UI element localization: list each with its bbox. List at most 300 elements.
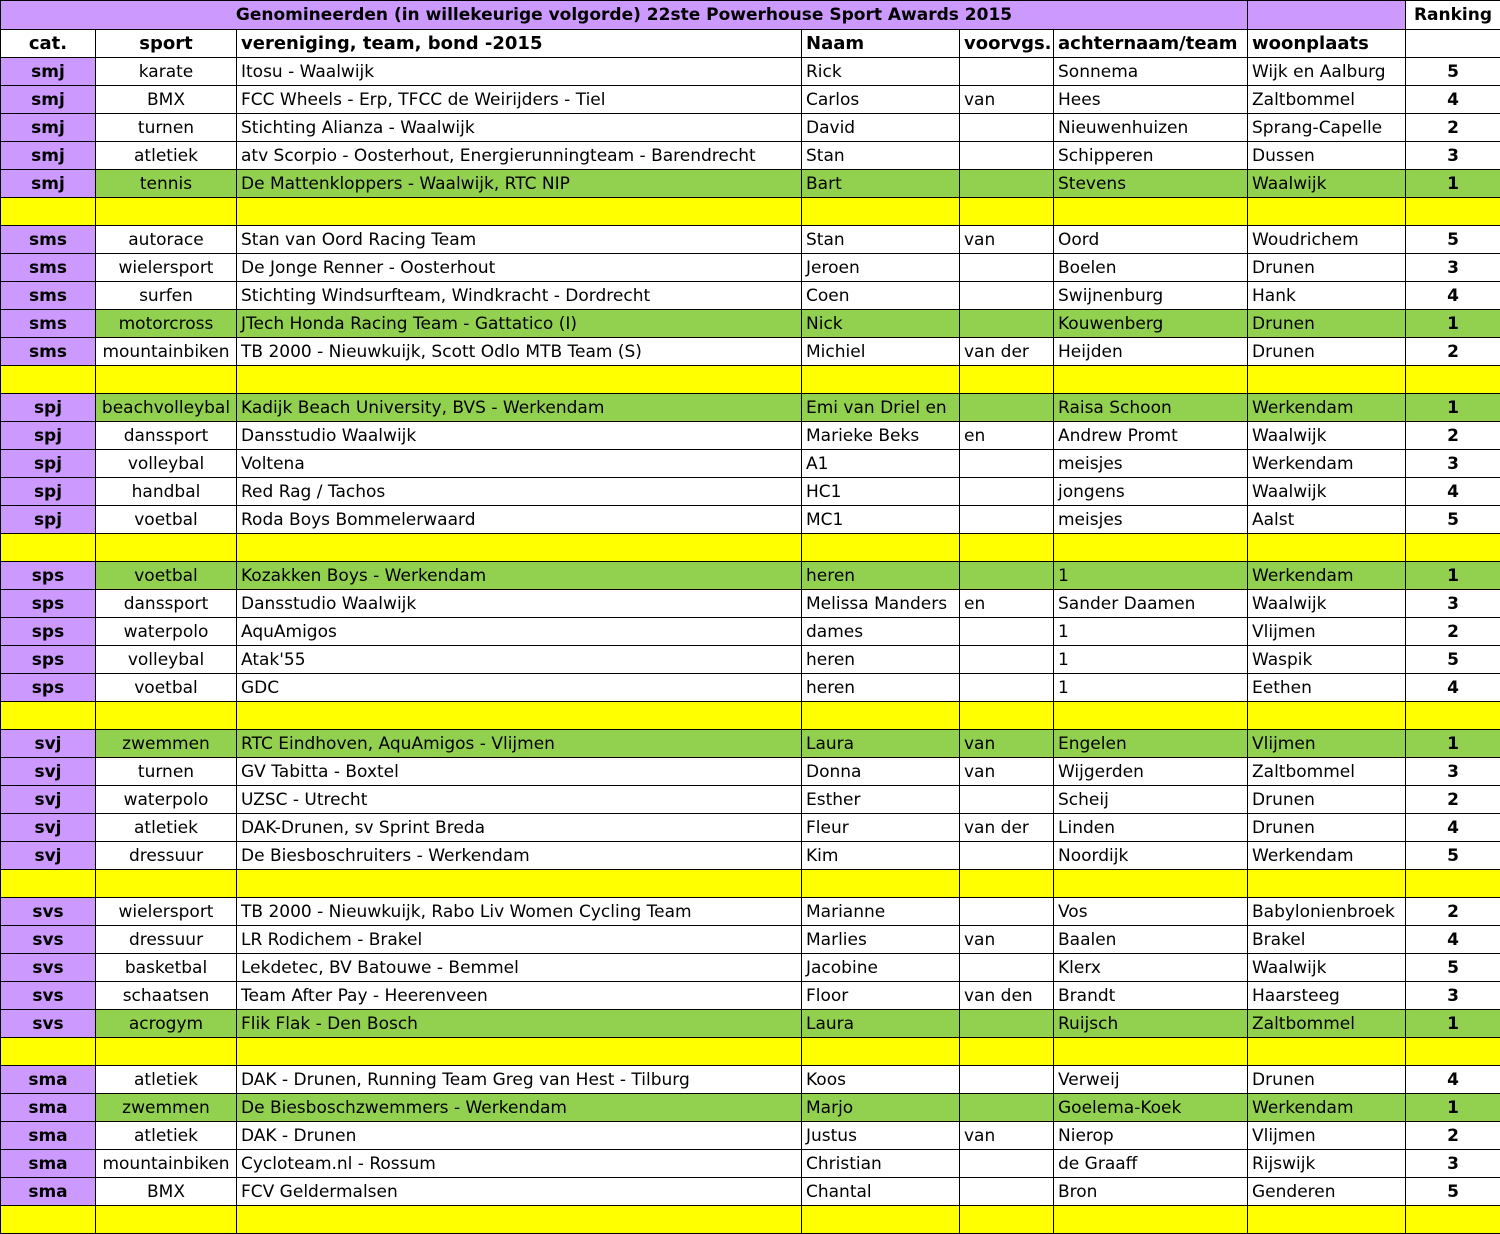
cell-ranking: 1 [1406, 562, 1500, 590]
cell-name: Christian [802, 1150, 960, 1178]
cell-name: Laura [802, 1010, 960, 1038]
spacer-cell [1054, 870, 1248, 898]
cell-category: sma [1, 1094, 96, 1122]
spacer-cell [1054, 702, 1248, 730]
spacer-cell [1248, 198, 1406, 226]
cell-sport: danssport [96, 590, 237, 618]
cell-club: Red Rag / Tachos [237, 478, 802, 506]
header-cat: cat. [1, 30, 96, 58]
cell-sport: waterpolo [96, 786, 237, 814]
cell-surname: 1 [1054, 674, 1248, 702]
cell-surname: 1 [1054, 646, 1248, 674]
spacer-cell [1248, 1038, 1406, 1066]
spacer-cell [96, 1038, 237, 1066]
cell-prefix: van den [960, 982, 1054, 1010]
cell-club: Team After Pay - Heerenveen [237, 982, 802, 1010]
spacer-cell [1248, 870, 1406, 898]
cell-surname: meisjes [1054, 506, 1248, 534]
cell-club: Roda Boys Bommelerwaard [237, 506, 802, 534]
cell-name: MC1 [802, 506, 960, 534]
table-row [1, 954, 1500, 982]
cell-city: Waalwijk [1248, 590, 1406, 618]
cell-city: Aalst [1248, 506, 1406, 534]
cell-sport: voetbal [96, 562, 237, 590]
cell-surname: Baalen [1054, 926, 1248, 954]
cell-club: Lekdetec, BV Batouwe - Bemmel [237, 954, 802, 982]
cell-category: sma [1, 1122, 96, 1150]
spacer-cell [960, 534, 1054, 562]
cell-ranking: 4 [1406, 1066, 1500, 1094]
cell-club: Kozakken Boys - Werkendam [237, 562, 802, 590]
cell-surname: Swijnenburg [1054, 282, 1248, 310]
cell-category: svj [1, 730, 96, 758]
table-row [1, 142, 1500, 170]
cell-city: Waalwijk [1248, 478, 1406, 506]
cell-ranking: 5 [1406, 1178, 1500, 1206]
cell-city: Zaltbommel [1248, 1010, 1406, 1038]
cell-category: svj [1, 786, 96, 814]
spacer-cell [802, 1038, 960, 1066]
cell-city: Haarsteeg [1248, 982, 1406, 1010]
cell-club: Stan van Oord Racing Team [237, 226, 802, 254]
table-row [1, 86, 1500, 114]
cell-city: Woudrichem [1248, 226, 1406, 254]
cell-sport: mountainbiken [96, 338, 237, 366]
cell-sport: tennis [96, 170, 237, 198]
spacer-cell [1, 534, 96, 562]
spacer-cell [960, 366, 1054, 394]
cell-city: Hank [1248, 282, 1406, 310]
cell-category: svs [1, 954, 96, 982]
cell-ranking: 2 [1406, 786, 1500, 814]
cell-ranking: 5 [1406, 842, 1500, 870]
table-row [1, 674, 1500, 702]
cell-club: FCC Wheels - Erp, TFCC de Weirijders - Tiel [237, 86, 802, 114]
table-row [1, 618, 1500, 646]
cell-prefix [960, 786, 1054, 814]
table-row-winner [1, 394, 1500, 422]
table-row [1, 1178, 1500, 1206]
cell-name: Marianne [802, 898, 960, 926]
header-prefix: voorvgs. [960, 30, 1054, 58]
cell-prefix [960, 310, 1054, 338]
cell-club: Atak'55 [237, 646, 802, 674]
spacer-cell [1406, 1206, 1500, 1234]
spacer-row [1, 702, 1500, 730]
cell-surname: Sander Daamen [1054, 590, 1248, 618]
cell-sport: basketbal [96, 954, 237, 982]
cell-ranking: 4 [1406, 86, 1500, 114]
cell-category: spj [1, 394, 96, 422]
spacer-cell [960, 198, 1054, 226]
cell-prefix: van der [960, 814, 1054, 842]
cell-ranking: 5 [1406, 646, 1500, 674]
cell-prefix [960, 674, 1054, 702]
cell-prefix [960, 170, 1054, 198]
cell-sport: BMX [96, 86, 237, 114]
cell-city: Dussen [1248, 142, 1406, 170]
cell-sport: dressuur [96, 842, 237, 870]
cell-surname: Klerx [1054, 954, 1248, 982]
cell-city: Werkendam [1248, 394, 1406, 422]
table-row [1, 1066, 1500, 1094]
spacer-row [1, 366, 1500, 394]
cell-club: De Biesboschzwemmers - Werkendam [237, 1094, 802, 1122]
cell-ranking: 1 [1406, 394, 1500, 422]
cell-club: Dansstudio Waalwijk [237, 422, 802, 450]
title-row [1, 1, 1500, 30]
cell-prefix: van [960, 226, 1054, 254]
cell-name: Kim [802, 842, 960, 870]
cell-club: Stichting Alianza - Waalwijk [237, 114, 802, 142]
cell-prefix [960, 1094, 1054, 1122]
cell-name: Chantal [802, 1178, 960, 1206]
table-row [1, 814, 1500, 842]
cell-surname: 1 [1054, 618, 1248, 646]
spacer-cell [1, 366, 96, 394]
spacer-cell [96, 1206, 237, 1234]
cell-ranking: 2 [1406, 898, 1500, 926]
cell-surname: 1 [1054, 562, 1248, 590]
spacer-cell [1, 198, 96, 226]
header-name: Naam [802, 30, 960, 58]
cell-surname: Raisa Schoon [1054, 394, 1248, 422]
spacer-cell [1406, 870, 1500, 898]
cell-category: svs [1, 898, 96, 926]
cell-surname: Hees [1054, 86, 1248, 114]
spacer-cell [802, 366, 960, 394]
cell-name: Fleur [802, 814, 960, 842]
cell-club: De Jonge Renner - Oosterhout [237, 254, 802, 282]
cell-category: sms [1, 226, 96, 254]
cell-city: Waalwijk [1248, 170, 1406, 198]
cell-name: Bart [802, 170, 960, 198]
spacer-row [1, 198, 1500, 226]
cell-prefix [960, 898, 1054, 926]
cell-sport: karate [96, 58, 237, 86]
cell-club: RTC Eindhoven, AquAmigos - Vlijmen [237, 730, 802, 758]
cell-sport: voetbal [96, 506, 237, 534]
cell-name: Stan [802, 226, 960, 254]
cell-city: Zaltbommel [1248, 86, 1406, 114]
cell-prefix [960, 114, 1054, 142]
cell-sport: turnen [96, 758, 237, 786]
cell-club: De Biesboschruiters - Werkendam [237, 842, 802, 870]
cell-club: DAK-Drunen, sv Sprint Breda [237, 814, 802, 842]
cell-ranking: 1 [1406, 730, 1500, 758]
cell-surname: Sonnema [1054, 58, 1248, 86]
cell-ranking: 1 [1406, 310, 1500, 338]
cell-prefix [960, 58, 1054, 86]
cell-surname: Linden [1054, 814, 1248, 842]
spacer-cell [96, 870, 237, 898]
table-row-winner [1, 562, 1500, 590]
cell-sport: danssport [96, 422, 237, 450]
cell-name: Carlos [802, 86, 960, 114]
cell-name: heren [802, 646, 960, 674]
cell-ranking: 4 [1406, 478, 1500, 506]
table-row [1, 254, 1500, 282]
cell-city: Vlijmen [1248, 1122, 1406, 1150]
cell-surname: Oord [1054, 226, 1248, 254]
cell-category: sms [1, 338, 96, 366]
cell-prefix [960, 142, 1054, 170]
spacer-cell [1406, 366, 1500, 394]
spacer-cell [237, 1038, 802, 1066]
cell-ranking: 4 [1406, 814, 1500, 842]
spacer-cell [1054, 534, 1248, 562]
cell-surname: jongens [1054, 478, 1248, 506]
cell-city: Vlijmen [1248, 618, 1406, 646]
spacer-cell [1406, 702, 1500, 730]
cell-name: Stan [802, 142, 960, 170]
cell-surname: Ruijsch [1054, 1010, 1248, 1038]
cell-city: Drunen [1248, 786, 1406, 814]
cell-category: svj [1, 814, 96, 842]
header-club: vereniging, team, bond -2015 [237, 30, 802, 58]
cell-surname: Vos [1054, 898, 1248, 926]
cell-prefix [960, 646, 1054, 674]
cell-city: Waalwijk [1248, 954, 1406, 982]
cell-prefix [960, 1066, 1054, 1094]
header-surname: achternaam/team [1054, 30, 1248, 58]
cell-ranking: 1 [1406, 170, 1500, 198]
cell-club: DAK - Drunen, Running Team Greg van Hest - Tilburg [237, 1066, 802, 1094]
header-city: woonplaats [1248, 30, 1406, 58]
cell-club: Flik Flak - Den Bosch [237, 1010, 802, 1038]
table-row [1, 786, 1500, 814]
spacer-row [1, 870, 1500, 898]
table-row [1, 450, 1500, 478]
cell-surname: Bron [1054, 1178, 1248, 1206]
cell-surname: Scheij [1054, 786, 1248, 814]
cell-sport: volleybal [96, 450, 237, 478]
table-row [1, 58, 1500, 86]
cell-prefix: van [960, 926, 1054, 954]
cell-name: A1 [802, 450, 960, 478]
table-row [1, 590, 1500, 618]
cell-surname: Kouwenberg [1054, 310, 1248, 338]
table-row-winner [1, 1010, 1500, 1038]
cell-name: Jacobine [802, 954, 960, 982]
cell-surname: Andrew Promt [1054, 422, 1248, 450]
cell-city: Waspik [1248, 646, 1406, 674]
cell-city: Brakel [1248, 926, 1406, 954]
cell-category: svs [1, 926, 96, 954]
spacer-cell [802, 198, 960, 226]
table-row-winner [1, 170, 1500, 198]
cell-surname: Engelen [1054, 730, 1248, 758]
cell-name: Coen [802, 282, 960, 310]
table-row [1, 338, 1500, 366]
cell-category: sps [1, 618, 96, 646]
spacer-cell [1, 1206, 96, 1234]
header-rank-blank [1406, 30, 1500, 58]
cell-ranking: 2 [1406, 114, 1500, 142]
cell-surname: de Graaff [1054, 1150, 1248, 1178]
table-row-winner [1, 310, 1500, 338]
cell-club: TB 2000 - Nieuwkuijk, Scott Odlo MTB Team (S) [237, 338, 802, 366]
cell-ranking: 3 [1406, 1150, 1500, 1178]
cell-prefix [960, 1010, 1054, 1038]
cell-city: Drunen [1248, 814, 1406, 842]
table-row [1, 1122, 1500, 1150]
spacer-cell [1248, 1206, 1406, 1234]
cell-sport: zwemmen [96, 1094, 237, 1122]
spacer-cell [960, 1038, 1054, 1066]
spacer-cell [1, 702, 96, 730]
cell-surname: Verweij [1054, 1066, 1248, 1094]
spacer-cell [960, 702, 1054, 730]
spacer-cell [96, 198, 237, 226]
cell-sport: volleybal [96, 646, 237, 674]
cell-sport: autorace [96, 226, 237, 254]
cell-club: LR Rodichem - Brakel [237, 926, 802, 954]
cell-city: Drunen [1248, 310, 1406, 338]
cell-prefix [960, 394, 1054, 422]
spacer-cell [237, 534, 802, 562]
cell-sport: motorcross [96, 310, 237, 338]
spacer-row [1, 534, 1500, 562]
cell-name: Donna [802, 758, 960, 786]
cell-ranking: 3 [1406, 142, 1500, 170]
cell-city: Sprang-Capelle [1248, 114, 1406, 142]
cell-city: Zaltbommel [1248, 758, 1406, 786]
cell-prefix: van [960, 1122, 1054, 1150]
table-row-winner [1, 1094, 1500, 1122]
cell-ranking: 3 [1406, 450, 1500, 478]
table-row [1, 226, 1500, 254]
header-sport: sport [96, 30, 237, 58]
spacer-cell [237, 1206, 802, 1234]
cell-ranking: 4 [1406, 926, 1500, 954]
cell-club: UZSC - Utrecht [237, 786, 802, 814]
cell-prefix: van [960, 86, 1054, 114]
cell-city: Babylonienbroek [1248, 898, 1406, 926]
cell-surname: Heijden [1054, 338, 1248, 366]
cell-ranking: 2 [1406, 1122, 1500, 1150]
cell-category: svj [1, 758, 96, 786]
cell-category: svs [1, 1010, 96, 1038]
table-row-winner [1, 730, 1500, 758]
cell-club: GDC [237, 674, 802, 702]
cell-ranking: 5 [1406, 226, 1500, 254]
cell-category: smj [1, 86, 96, 114]
spacer-cell [96, 702, 237, 730]
cell-name: David [802, 114, 960, 142]
spacer-cell [1054, 366, 1248, 394]
spacer-cell [1248, 534, 1406, 562]
table-row [1, 114, 1500, 142]
cell-ranking: 1 [1406, 1094, 1500, 1122]
cell-category: smj [1, 142, 96, 170]
cell-sport: BMX [96, 1178, 237, 1206]
table-row [1, 1150, 1500, 1178]
cell-ranking: 3 [1406, 982, 1500, 1010]
cell-sport: handbal [96, 478, 237, 506]
spacer-row [1, 1038, 1500, 1066]
cell-category: sms [1, 310, 96, 338]
cell-category: sps [1, 590, 96, 618]
spacer-cell [1406, 1038, 1500, 1066]
cell-category: smj [1, 170, 96, 198]
cell-city: Rijswijk [1248, 1150, 1406, 1178]
cell-category: sps [1, 646, 96, 674]
spacer-cell [802, 534, 960, 562]
cell-prefix [960, 450, 1054, 478]
spacer-cell [802, 1206, 960, 1234]
cell-prefix: van der [960, 338, 1054, 366]
cell-club: GV Tabitta - Boxtel [237, 758, 802, 786]
cell-club: JTech Honda Racing Team - Gattatico (I) [237, 310, 802, 338]
cell-ranking: 2 [1406, 422, 1500, 450]
cell-surname: Goelema-Koek [1054, 1094, 1248, 1122]
table-row [1, 506, 1500, 534]
cell-name: Marlies [802, 926, 960, 954]
cell-category: sps [1, 562, 96, 590]
cell-surname: Boelen [1054, 254, 1248, 282]
cell-category: sma [1, 1150, 96, 1178]
cell-sport: atletiek [96, 1066, 237, 1094]
cell-name: Esther [802, 786, 960, 814]
cell-city: Werkendam [1248, 1094, 1406, 1122]
spacer-cell [1406, 198, 1500, 226]
table-row [1, 646, 1500, 674]
cell-prefix [960, 254, 1054, 282]
cell-city: Vlijmen [1248, 730, 1406, 758]
cell-club: AquAmigos [237, 618, 802, 646]
cell-city: Werkendam [1248, 562, 1406, 590]
spacer-cell [960, 870, 1054, 898]
cell-prefix: van [960, 730, 1054, 758]
spacer-cell [237, 366, 802, 394]
spacer-cell [802, 870, 960, 898]
table-title: Genomineerden (in willekeurige volgorde) 22ste Powerhouse Sport Awards 2015 [1, 1, 1248, 30]
cell-ranking: 1 [1406, 1010, 1500, 1038]
cell-name: Rick [802, 58, 960, 86]
cell-name: Emi van Driel en [802, 394, 960, 422]
spacer-cell [1248, 702, 1406, 730]
ranking-header: Ranking [1406, 1, 1500, 30]
cell-city: Werkendam [1248, 450, 1406, 478]
cell-prefix [960, 478, 1054, 506]
cell-city: Genderen [1248, 1178, 1406, 1206]
cell-category: svs [1, 982, 96, 1010]
cell-ranking: 5 [1406, 954, 1500, 982]
spacer-cell [1, 870, 96, 898]
table-row [1, 758, 1500, 786]
table-row [1, 282, 1500, 310]
header-row [1, 30, 1500, 58]
cell-prefix [960, 618, 1054, 646]
cell-name: Michiel [802, 338, 960, 366]
cell-city: Drunen [1248, 1066, 1406, 1094]
cell-sport: mountainbiken [96, 1150, 237, 1178]
cell-sport: dressuur [96, 926, 237, 954]
cell-prefix: van [960, 758, 1054, 786]
cell-city: Drunen [1248, 254, 1406, 282]
cell-prefix [960, 1150, 1054, 1178]
cell-sport: beachvolleybal [96, 394, 237, 422]
cell-ranking: 3 [1406, 590, 1500, 618]
cell-club: FCV Geldermalsen [237, 1178, 802, 1206]
cell-name: Marjo [802, 1094, 960, 1122]
cell-name: Melissa Manders [802, 590, 960, 618]
spacer-cell [237, 870, 802, 898]
cell-surname: Noordijk [1054, 842, 1248, 870]
cell-city: Werkendam [1248, 842, 1406, 870]
cell-club: DAK - Drunen [237, 1122, 802, 1150]
